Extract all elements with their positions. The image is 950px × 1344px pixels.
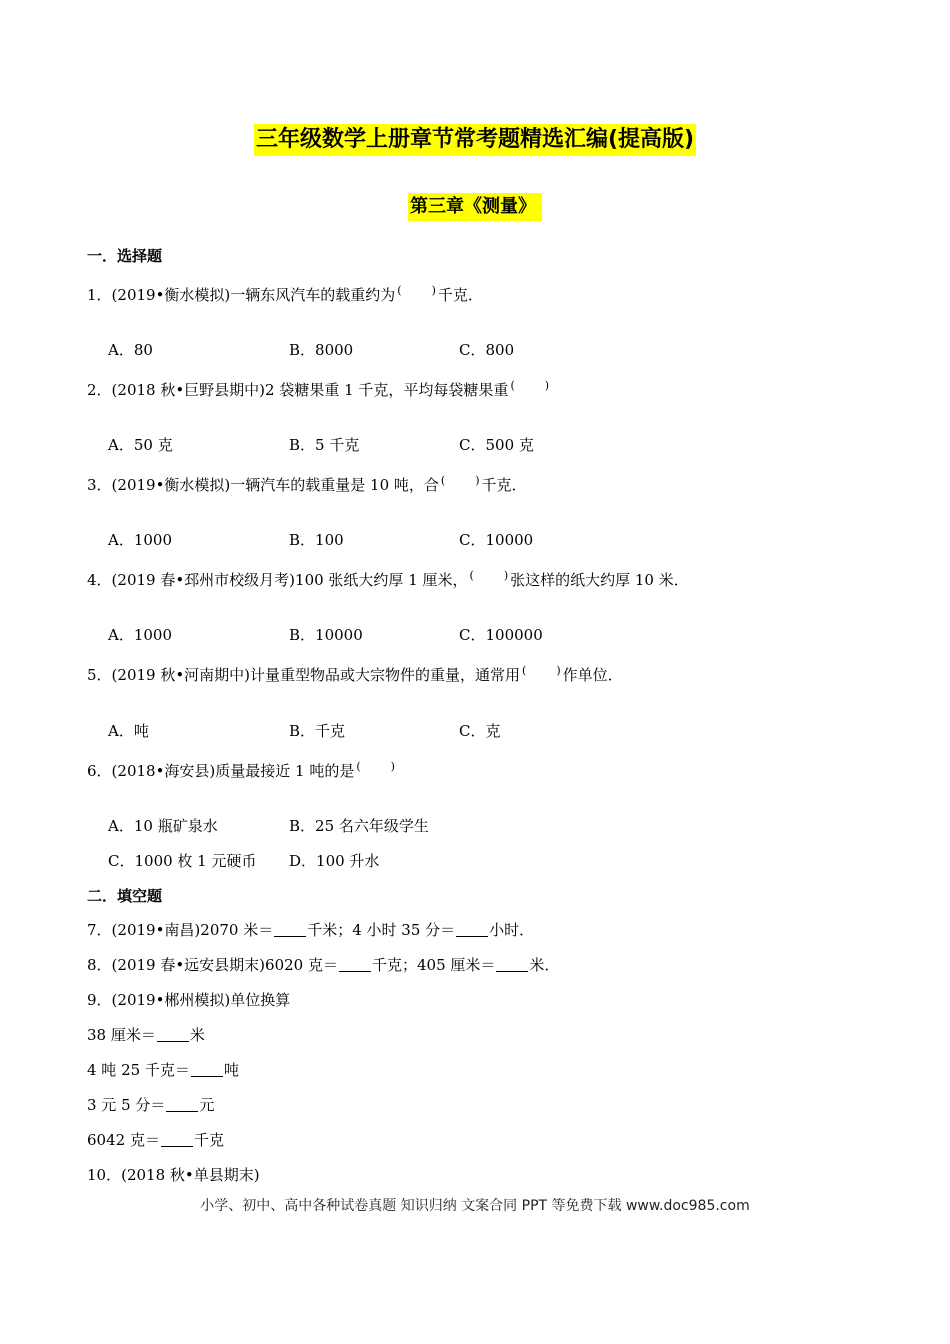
answer-blank[interactable] xyxy=(274,922,306,937)
question-text: 千米；4 小时 35 分＝ xyxy=(307,921,456,939)
question-text: 7．(2019•南昌)2070 米＝ xyxy=(87,921,274,939)
option-a: A．吨 xyxy=(108,722,149,740)
question-text-end: 千克． xyxy=(481,476,527,494)
option-b: B．10000 xyxy=(289,626,363,644)
footer-text: 小学、初中、高中各种试卷真题 知识归纳 文案合同 PPT 等免费下载 www.doc985.com xyxy=(200,1198,750,1214)
question-text: 8．(2019 春•远安县期末)6020 克＝ xyxy=(87,956,338,974)
answer-blank[interactable] xyxy=(456,922,488,937)
option-c: C．1000 枚 1 元硬币 xyxy=(108,852,257,870)
answer-paren: ( ) xyxy=(356,760,395,773)
conversion-line-4: 6042 克＝ 千克 xyxy=(87,1131,224,1149)
option-a: A．80 xyxy=(108,341,153,359)
question-text: 米． xyxy=(529,956,560,974)
conversion-line-2: 4 吨 25 千克＝ 吨 xyxy=(87,1061,239,1079)
subtitle-container xyxy=(0,193,950,221)
option-a: A．50 克 xyxy=(108,436,173,454)
question-8 xyxy=(87,954,559,976)
answer-paren: ( ) xyxy=(397,284,436,297)
option-b: B．8000 xyxy=(289,341,354,359)
question-2 xyxy=(87,379,551,403)
answer-blank[interactable] xyxy=(157,1027,189,1042)
conversion-line-3: 3 元 5 分＝ 元 xyxy=(87,1096,215,1114)
question-text: 5．(2019 秋•河南期中)计量重型物品或大宗物件的重量，通常用 xyxy=(87,666,521,684)
option-b: B．25 名六年级学生 xyxy=(289,817,429,835)
option-c: C．100000 xyxy=(459,626,543,644)
option-b: B．100 xyxy=(289,531,344,549)
answer-blank[interactable] xyxy=(161,1132,193,1147)
option-c: C．500 克 xyxy=(459,436,534,454)
question-3 xyxy=(87,474,527,498)
option-c: C．10000 xyxy=(459,531,534,549)
answer-paren: ( ) xyxy=(469,569,509,582)
option-a: A．1000 xyxy=(108,626,173,644)
question-text: 小时． xyxy=(489,921,535,939)
question-text: 6．(2018•海安县)质量最接近 1 吨的是 xyxy=(87,762,355,780)
question-text: 4．(2019 春•邳州市校级月考)100 张纸大约厚 1 厘米， xyxy=(87,571,468,589)
option-d: D．100 升水 xyxy=(289,852,380,870)
question-4 xyxy=(87,569,689,593)
option-b: B．5 千克 xyxy=(289,436,360,454)
answer-paren: ( ) xyxy=(522,664,561,677)
chapter-title: 第三章《测量》 xyxy=(408,193,542,221)
question-1 xyxy=(87,284,483,308)
option-c: C．克 xyxy=(459,722,501,740)
option-b: B．千克 xyxy=(289,722,346,740)
question-7 xyxy=(87,919,534,941)
answer-blank[interactable] xyxy=(496,957,528,972)
answer-paren: ( ) xyxy=(510,379,550,392)
question-text-end: 千克． xyxy=(437,286,483,304)
question-text: 1．(2019•衡水模拟)一辆东风汽车的载重约为 xyxy=(87,286,396,304)
answer-blank[interactable] xyxy=(191,1062,223,1077)
document-title: 三年级数学上册章节常考题精选汇编(提高版) xyxy=(254,124,696,156)
question-9: 9．(2019•郴州模拟)单位换算 xyxy=(87,991,291,1009)
answer-blank[interactable] xyxy=(339,957,371,972)
answer-blank[interactable] xyxy=(166,1097,198,1112)
question-5 xyxy=(87,664,623,688)
answer-paren: ( ) xyxy=(440,474,480,487)
question-10: 10．(2018 秋•单县期末) xyxy=(87,1166,260,1184)
title-container xyxy=(0,124,950,156)
conversion-line-1: 38 厘米＝ 米 xyxy=(87,1026,205,1044)
question-6 xyxy=(87,760,397,784)
question-text: 3．(2019•衡水模拟)一辆汽车的载重量是 10 吨，合 xyxy=(87,476,439,494)
question-text: 千克；405 厘米＝ xyxy=(371,956,496,974)
question-text-end: 张这样的纸大约厚 10 米． xyxy=(510,571,689,589)
section-heading-choice: 一．选择题 xyxy=(87,247,163,265)
section-heading-fill: 二．填空题 xyxy=(87,887,163,905)
question-text: 2．(2018 秋•巨野县期中)2 袋糖果重 1 千克，平均每袋糖果重 xyxy=(87,381,509,399)
option-c: C．800 xyxy=(459,341,515,359)
option-a: A．10 瓶矿泉水 xyxy=(108,817,218,835)
option-a: A．1000 xyxy=(108,531,173,549)
question-text-end: 作单位． xyxy=(562,666,623,684)
